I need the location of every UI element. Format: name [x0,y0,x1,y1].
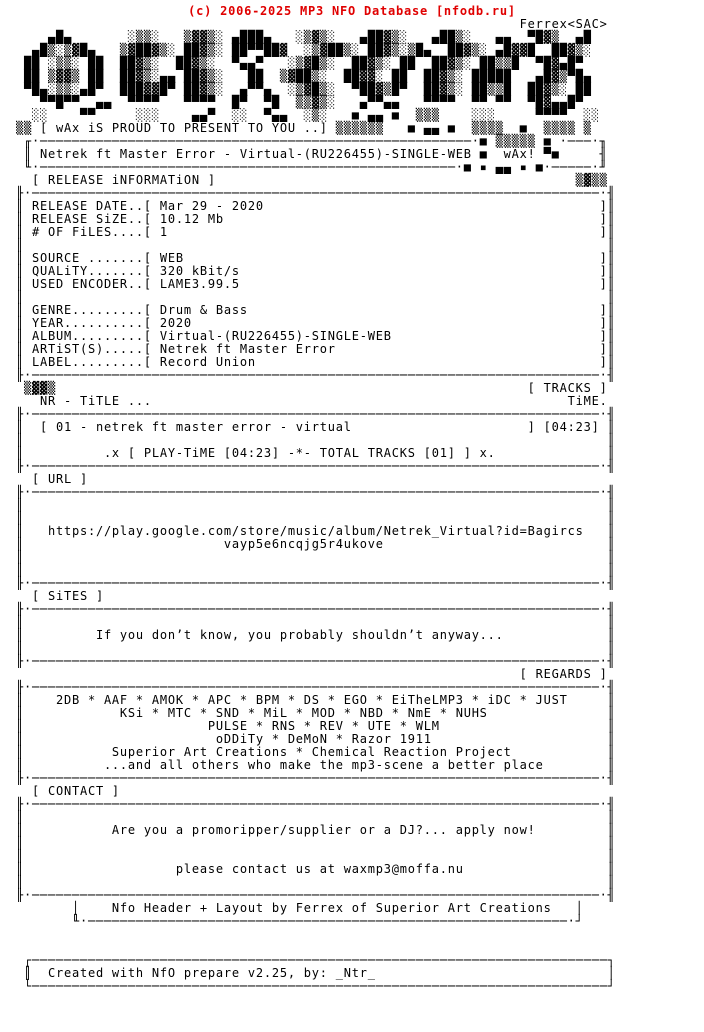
blank-line [16,1019,616,1032]
box-border: ╟·───────────────────────────────────────────────────────────────────────·╢ [16,797,616,811]
box-border: ╟·───────────────────────────────────────────────────────────────────────·╢ [16,576,616,590]
section-sites: [ SiTES ] [16,589,104,603]
box-blank-line: ║ ║ [16,849,616,863]
presents-line: ▒▒ [ wAx iS PROUD TO PRESENT TO YOU ..] ▒▒▒▒▒▒ ■ ▄▄ ■ ▒▒▒▒ ■ ▒▒▒▒ ▒ [16,121,592,135]
url-line-1: ║ https://play.google.com/store/music/album/Netrek_Virtual?id=Bagircs ║ [16,524,616,538]
ascii-art-row: ██ ░▒▒░ ██ ██▓▒░ ██▓▒░ ▀▄▄▀ ░▒▓█▒░ ██▓▒░ ██ ██▓▒░ ██▒▒█ ▀█▓▄█▀ [16,56,584,70]
box-border: ╟·───────────────────────────────────────────────────────────────────────·╢ [16,368,616,382]
genre-line: ║ GENRE.........[ Drum & Bass ]║ [16,303,616,317]
title-box-bottom: ╙·────────────────────────────────────────────────────·■ ▪ ▄▄ ▪ ■·─────·╜ [16,160,608,174]
box-border: ╟·───────────────────────────────────────────────────────────────────────·╢ [16,680,616,694]
box-border: ╟·───────────────────────────────────────────────────────────────────────·╢ [16,485,616,499]
created-box-bottom: └────────────────────────────────────────────────────────────────────────┘ [16,979,616,993]
ascii-art-row: ░░ ▀▀ ░░░ ▄▄▀ ░░ ▀▄▄ ░▒░ ■ ▄▄ ■ ▒▒▒ ░░░ ▀▀▀▀ ░░ [16,108,600,122]
nfodb-watermark: (c) 2006-2025 MP3 NFO Database [nfodb.ru] [188,4,516,18]
contact-apply-line: ║ Are you a promoripper/supplier or a DJ?... apply now! ║ [16,823,616,837]
label-line: ║ LABEL.........[ Record Union ]║ [16,355,616,369]
regards-line: ║ KSi * MTC * SND * MiL * MOD * NBD * NmE * NUHS ║ [16,706,616,720]
title-box-top: ╓·──────────────────────────────────────────────────────·■ ▒▒▒▒▒ ■ ·───·╖ [16,134,608,148]
box-blank-line: ║ ║ [16,511,616,525]
artist-line: ║ ARTiST(S).....[ Netrek ft Master Error ]║ [16,342,616,356]
contact-email-line: ║ please contact us at waxmp3@moffa.nu ║ [16,862,616,876]
playtime-line: ║ .x [ PLAY-TiME [04:23] -*- TOTAL TRACKS [01] ] x. ║ [16,446,616,460]
album-line: ║ ALBUM.........[ Virtual-(RU226455)-SINGLE-WEB ]║ [16,329,616,343]
box-blank-line: ║ ║ [16,563,616,577]
blank-line [16,928,616,941]
regards-line: ║ Superior Art Creations * Chemical Reaction Project ║ [16,745,616,759]
section-release-information: [ RELEASE iNFORMATiON ] ▒▓▒▒ [16,173,608,187]
ascii-art-row: ██ ▒▓▓▒ ██ ██▓▒░▄▄ ██▓▒░ ██ ▒▓██▒░ ██▓▓░ ██ ██▓▒░ █████ ▄█▓▒▀█▄ [16,69,592,83]
box-blank-line: ║ ║ [16,433,616,447]
release-size-line: ║ RELEASE SiZE..[ 10.12 Mb ]║ [16,212,616,226]
release-date-line: ║ RELEASE DATE..[ Mar 29 - 2020 ]║ [16,199,616,213]
created-with-line: ║ Created with NfO prepare v2.25, by: _Ntr_ │ [16,966,616,980]
regards-line: ║ PULSE * RNS * REV * UTE * WLM ║ [16,719,616,733]
release-title-line: ║ Netrek ft Master Error - Virtual-(RU226455)-SINGLE-WEB ■ wAx! ▀■ ╢ [16,147,608,161]
box-blank-line: ║ ║ [16,498,616,512]
box-border: ╟·───────────────────────────────────────────────────────────────────────·╢ [16,654,616,668]
regards-line: ║ ...and all others who make the mp3-scene a better place ║ [16,758,616,772]
footer-credit-line: │ Nfo Header + Layout by Ferrex of Superior Art Creations │ [16,901,584,915]
encoder-line: ║ USED ENCODER..[ LAME3.99.5 ]║ [16,277,616,291]
tracks-columns-line: NR - TiTLE ... TiME. [16,394,608,408]
created-box-top: ┌────────────────────────────────────────────────────────────────────────┐ [16,953,616,967]
box-blank-line: ║ ║ [16,641,616,655]
year-line: ║ YEAR..........[ 2020 ]║ [16,316,616,330]
ascii-art-row: ▀▀█▀▀ ▄▄ ▀▀▀▀ ▀▀▀▀ █▀ ▀█ ▒▒▓▒░ ▄▀▀▄▄ ▀▀▀▀ ▀▀ ▀▀ ▀█▓▄▄█▀ [16,95,584,109]
box-border: ╟·───────────────────────────────────────────────────────────────────────·╢ [16,771,616,785]
section-regards: [ REGARDS ] [16,667,608,681]
regards-line: ║ 2DB * AAF * AMOK * APC * BPM * DS * EGO * EiTheLMP3 * iDC * JUST ║ [16,693,616,707]
box-blank-line: ║ ║ [16,836,616,850]
blank-line [16,1006,616,1019]
ascii-art-row: ▄█▄ ░▒▒░ ▒▓▓▒░ ▄███▄ ░▒▓▒░ ▄██▓▒░ ▄██▒░ ▄▄ ▀█▓▒ ▄█ [16,30,592,44]
quality-line: ║ QUALiTY.......[ 320 kBit/s ]║ [16,264,616,278]
box-border: ╟·───────────────────────────────────────────────────────────────────────·╢ [16,407,616,421]
file-count-line: ║ # OF FiLES....[ 1 ]║ [16,225,616,239]
box-border: ╟·───────────────────────────────────────────────────────────────────────·╢ [16,602,616,616]
scener-credit: Ferrex<SAC> [16,17,608,31]
nfo-text-body [16,18,616,1032]
regards-line: ║ oDDiTy * DeMoN * Razor 1911 ║ [16,732,616,746]
blank-line [16,993,616,1006]
box-border: ╟·───────────────────────────────────────────────────────────────────────·╢ [16,459,616,473]
box-blank-line: ║ ║ [16,875,616,889]
section-tracks: ▒▓▓▒ [ TRACKS ] [16,381,608,395]
ascii-art-row: ▄█▒░▒▓█▄ ▒▓██▓▒░ ██▓▒░ ██▀▀██▓ ░▒▓██▒░ ██▓▒░▒█▄ ██▓▒░ ▄█▓▓█ ██▓▒░ [16,43,592,57]
url-line-2: ║ vayp5e6ncqjg5r4ukove ║ [16,537,616,551]
box-border: ╟·───────────────────────────────────────────────────────────────────────·╢ [16,888,616,902]
box-blank-line: ║ ║ [16,810,616,824]
ascii-art-row: ▀█▄░▒▒░▄█▀ ███▓▓█▀ ██▓▒░ ▄▀▀▄ ░▒▓█▒░ ▀██▓▒█▀ ██▓▒░ ██▒▒█ ██▓▒░ ██ [16,82,592,96]
footer-border: ╙·────────────────────────────────────────────────────────────·┘ [16,914,584,928]
section-contact: [ CONTACT ] [16,784,120,798]
track-01-line: ║ [ 01 - netrek ft master error - virtual ] [04:23] ║ [16,420,616,434]
source-line: ║ SOURCE .......[ WEB ]║ [16,251,616,265]
box-blank-line: ║ ║ [16,290,616,304]
sites-note-line: ║ If you don’t know, you probably shouldn’t anyway... ║ [16,628,616,642]
box-blank-line: ║ ║ [16,238,616,252]
box-border: ╟·───────────────────────────────────────────────────────────────────────·╢ [16,186,616,200]
box-blank-line: ║ ║ [16,550,616,564]
box-blank-line: ║ ║ [16,615,616,629]
section-url: [ URL ] [16,472,88,486]
